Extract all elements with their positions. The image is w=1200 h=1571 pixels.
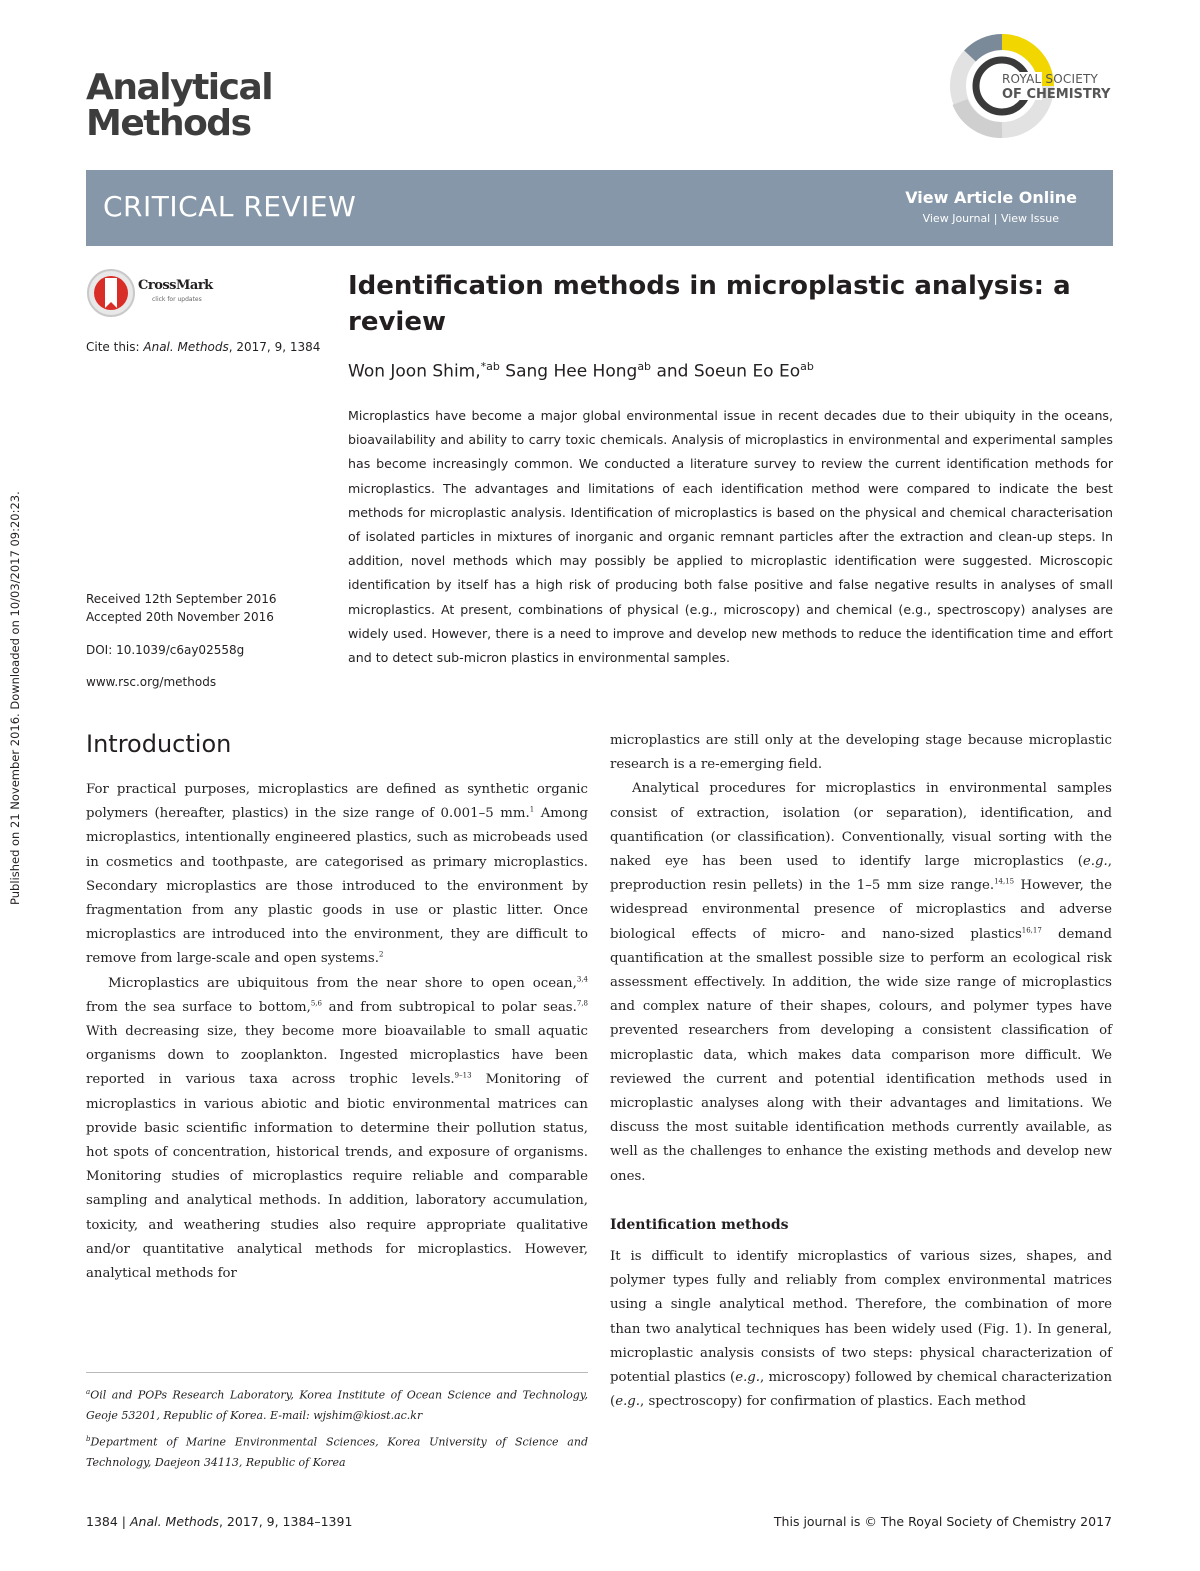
body-column-right xyxy=(610,729,1112,1414)
text-run: It is difficult to identify microplastics of various sizes, shapes, and polymer types fully and reliably from complex environmental matrices using a single analytical method. Therefore, the combination of more than two analytical techniques has been widely used (Fig. 1). In general, microplastic analysis consists of two steps: physical characterization of potential plastics ( xyxy=(610,1249,1112,1386)
affiliation-b xyxy=(86,1429,588,1474)
text-run: demand quantification at the smallest possible size to perform an ecological risk assessment effectively. In addition, the wide size range of microplastics and complex nature of their shapes, colours, and polymer types have prevented researchers from developing a consistent classification of microplastic data, which makes data comparison more difficult. We reviewed the current and potential identification methods used in microplastic analyses along with their advantages and limitations. We discuss the most suitable identification methods currently available, as well as the challenges to enhance the existing methods and develop new ones. xyxy=(610,926,1112,1184)
subsection-heading-identification-methods: Identification methods xyxy=(610,1216,789,1233)
view-links xyxy=(923,212,1059,225)
text-run: e.g. xyxy=(1082,854,1108,870)
accepted-date: Accepted 20th November 2016 xyxy=(86,610,274,624)
view-article-online-link[interactable]: View Article Online xyxy=(905,188,1077,207)
copyright-notice: This journal is © The Royal Society of Chemistry 2017 xyxy=(773,1514,1112,1529)
paragraph xyxy=(86,778,588,972)
citation-ref[interactable]: 2 xyxy=(378,951,384,959)
author-list xyxy=(348,360,814,382)
rsc-wordmark-line2: OF CHEMISTRY xyxy=(1002,87,1111,102)
author-2-affil: ab xyxy=(637,360,652,373)
author-3-affil: ab xyxy=(800,360,814,373)
text-run: Analytical procedures for microplastics in environmental samples consist of extraction, isolation (or separation), identification, and quantification (or classification). Conventionally, visual sorting with the naked eye has been used to identify large microplastics ( xyxy=(610,781,1112,870)
journal-url[interactable]: www.rsc.org/methods xyxy=(86,675,217,689)
author-3[interactable]: and Soeun Eo Eo xyxy=(651,361,801,382)
footnote-divider xyxy=(86,1372,588,1373)
text-run: However, the widespread environmental presence of microplastics and adverse biological effects of micro- and nano-sized plastics xyxy=(610,878,1112,942)
citation-ref[interactable]: 5,6 xyxy=(310,999,322,1008)
text-run: , spectroscopy) for confirmation of plastics. Each method xyxy=(640,1394,1027,1410)
citation-ref[interactable]: 3,4 xyxy=(576,975,588,984)
citation-ref[interactable]: 16,17 xyxy=(1021,926,1042,935)
text-run: Microplastics are ubiquitous from the near shore to open ocean, xyxy=(108,975,577,991)
affiliation-marker: b xyxy=(86,1434,91,1443)
text-run: from the sea surface to bottom, xyxy=(86,999,311,1015)
affiliation-a xyxy=(86,1382,588,1427)
affiliation-footnotes xyxy=(86,1382,588,1475)
text-run: Among microplastics, intentionally engineered plastics, such as microbeads used in cosmetics and toothpaste, are categorised as primary microplastics. Secondary microplastics are those introduced to the environment by fragmentation from any plastic goods in use or plastic litter. Once microplastics are introduced into the environment, they are difficult to remove from large-scale and open systems. xyxy=(86,806,588,967)
section-heading-introduction: Introduction xyxy=(86,730,232,758)
crossmark-icon xyxy=(86,268,136,318)
author-1[interactable]: Won Joon Shim, xyxy=(348,361,481,382)
crossmark-sublabel: click for updates xyxy=(152,296,202,303)
text-run: Monitoring of microplastics in various abiotic and biotic environmental matrices can provide basic scientific information to determine their pollution status, hot spots of concentration, historical trends, and exposure of organisms. Monitoring studies of microplastics require reliable and comparable sampling and analytical methods. In addition, laboratory accumulation, toxicity, and weathering studies also require appropriate qualitative and/or quantitative analytical methods for microplastics. However, analytical methods for xyxy=(86,1072,588,1282)
section-banner xyxy=(86,170,1113,246)
view-journal-link[interactable]: View Journal xyxy=(922,212,991,225)
abstract: Microplastics have become a major global environmental issue in recent decades due to their ubiquity in the oceans, bioavailability and ability to carry toxic chemicals. Analysis of microplastics in environmental and experimental samples has become increasingly common. We conducted a literature survey to review the current identification methods for microplastics. The advantages and limitations of each identification method were compared to indicate the best methods for microplastic analysis. Identification of microplastics is based on the physical and chemical characterisation of isolated particles in mixtures of inorganic and organic remnant particles after the extraction and clean-up steps. In addition, novel methods which may possibly be applied to microplastic identification were suggested. Microscopic identification by itself has a high risk of producing both false positive and false negative results in analyses of small microplastics. At present, combinations of physical (e.g., microscopy) and chemical (e.g., spectroscopy) analyses are widely used. However, there is a need to improve and develop new methods to reduce the identification time and effort and to detect sub-micron plastics in environmental samples. xyxy=(348,408,1113,666)
affiliation-marker: a xyxy=(86,1388,91,1396)
cite-rest: , 2017, 9, 1384 xyxy=(228,340,321,354)
body-column-left xyxy=(86,778,588,1286)
rsc-wordmark xyxy=(1002,72,1110,102)
footer-citation: , 2017, 9, 1384–1391 xyxy=(218,1514,353,1529)
cite-prefix: Cite this: xyxy=(86,340,144,354)
text-run: e.g. xyxy=(615,1394,641,1410)
text-run: , preproduction resin pellets) in the 1–5 mm size range. xyxy=(610,854,1112,894)
citation-ref[interactable]: 7,8 xyxy=(576,999,588,1008)
cite-journal: Anal. Methods xyxy=(143,340,229,354)
rsc-wordmark-line1: ROYAL SOCIETY xyxy=(1002,72,1099,86)
author-1-affil: *ab xyxy=(480,360,500,373)
view-issue-link[interactable]: View Issue xyxy=(1000,212,1059,225)
crossmark-badge[interactable] xyxy=(86,268,226,320)
paragraph: microplastics are still only at the developing stage because microplastic research is a re-emerging field. xyxy=(610,733,1112,773)
journal-title-line2: Methods xyxy=(86,103,251,144)
citation-ref[interactable]: 1 xyxy=(529,805,535,814)
affiliation-text: Oil and POPs Research Laboratory, Korea Institute of Ocean Science and Technology, Geoje 53201, Republic of Korea. E-mail: wjshim@kiost.ac.kr xyxy=(86,1388,588,1423)
text-run: e.g. xyxy=(735,1370,761,1386)
paragraph xyxy=(610,1245,1112,1414)
cite-this xyxy=(86,340,320,354)
journal-title-line1: Analytical xyxy=(86,67,273,108)
rsc-logo[interactable] xyxy=(950,30,1120,142)
citation-ref[interactable]: 9–13 xyxy=(454,1072,472,1081)
paper-title: Identification methods in microplastic analysis: a review xyxy=(348,271,1071,337)
text-run: For practical purposes, microplastics are defined as synthetic organic polymers (hereafter, plastics) in the size range of 0.001–5 mm. xyxy=(86,782,588,822)
download-note: Published on 21 November 2016. Downloaded on 10/03/2017 09:20:23. xyxy=(8,491,22,905)
page-footer-left xyxy=(86,1514,352,1529)
view-links-separator: | xyxy=(990,212,1001,225)
text-run: , microscopy) followed by chemical characterization ( xyxy=(610,1370,1113,1410)
footer-journal: Anal. Methods xyxy=(129,1514,219,1529)
paragraph xyxy=(86,972,588,1287)
received-date: Received 12th September 2016 xyxy=(86,592,277,606)
journal-title xyxy=(86,67,273,144)
crossmark-label: CrossMark xyxy=(138,278,213,293)
paragraph xyxy=(610,777,1112,1188)
text-run: With decreasing size, they become more bioavailable to small aquatic organisms down to zooplankton. Ingested microplastics have been reported in various taxa across trophic levels. xyxy=(86,1024,588,1088)
footer-separator: | xyxy=(117,1514,130,1529)
doi[interactable]: DOI: 10.1039/c6ay02558g xyxy=(86,643,245,657)
affiliation-text: Department of Marine Environmental Sciences, Korea University of Science and Technology, Daejeon 34113, Republic of Korea xyxy=(86,1435,588,1469)
author-2[interactable]: Sang Hee Hong xyxy=(499,361,638,382)
citation-ref[interactable]: 14,15 xyxy=(994,877,1015,886)
section-label: CRITICAL REVIEW xyxy=(103,190,357,223)
text-run: and from subtropical to polar seas. xyxy=(321,999,577,1015)
page-number: 1384 xyxy=(86,1514,118,1529)
